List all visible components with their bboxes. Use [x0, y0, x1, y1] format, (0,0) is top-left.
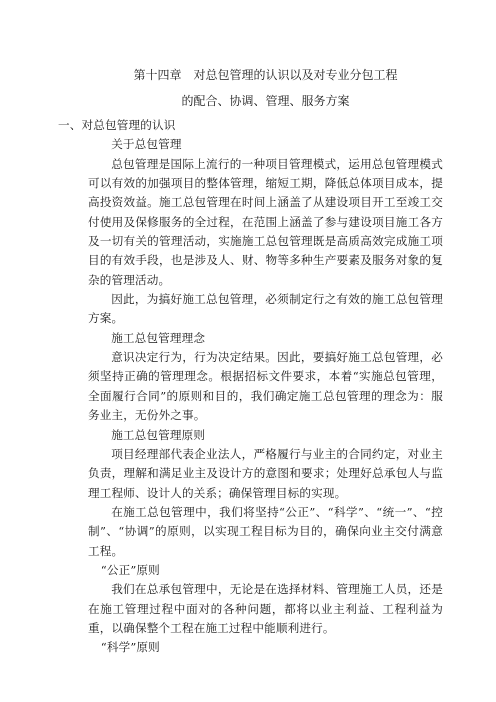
- chapter-title-line-2: 的配合、协调、管理、服务方案: [181, 94, 350, 108]
- subheading-fair: “公正”原则: [100, 562, 160, 577]
- subheading-about: 关于总包管理: [111, 137, 182, 152]
- subheading-principle: 施工总包管理原则: [111, 427, 206, 442]
- paragraph-concept-1: 意识决定行为，行为决定结果。因此，要搞好施工总包管理，必须坚持正确的管理理念。根据招标文件要求，本着“实施总包管理，全面履行合同”的原则和目的，我们确定施工总包管理的理念为：服务业主，无份外之事。: [88, 350, 443, 423]
- section-heading: 一、对总包管理的认识: [58, 118, 176, 132]
- paragraph-fair-1: 我们在总承包管理中，无论是在选择材料、管理施工人员，还是在施工管理过程中面对的各种问题，都将以业主利益、工程利益为重，以确保整个工程在施工过程中能顺利进行。: [88, 582, 443, 635]
- chapter-title-line-1: 第十四章 对总包管理的认识以及对专业分包工程: [133, 68, 398, 82]
- subheading-science: “科学”原则: [100, 640, 160, 655]
- paragraph-principle-2: 在施工总包管理中，我们将坚持“公正”、“科学”、“统一”、“控制”、“协调”的原则，以实现工程目标为目的，确保向业主交付满意工程。: [88, 504, 443, 558]
- subheading-concept: 施工总包管理理念: [111, 330, 206, 345]
- paragraph-principle-1: 项目经理部代表企业法人，严格履行与业主的合同约定，对业主负责，理解和满足业主及设计方的意图和要求；处理好总承包人与监理工程师、设计人的关系；确保管理目标的实现。: [88, 446, 443, 500]
- paragraph-about-2: 因此，为搞好施工总包管理，必须制定行之有效的施工总包管理方案。: [88, 292, 443, 326]
- document-page: [58, 62, 443, 658]
- paragraph-about-1: 总包管理是国际上流行的一种项目管理模式，运用总包管理模式可以有效的加强项目的整体管理，缩短工期，降低总体项目成本，提高投资效益。施工总包管理在时间上涵盖了从建设项目开工至竣工交付使用及保修服务的全过程，在范围上涵盖了参与建设项目施工各方及一切有关的管理活动，实施施工总包管理既是高质高效完成施工项目的有效手段，也是涉及人、财、物等多种生产要素及服务对象的复杂的管理活动。: [88, 156, 443, 287]
